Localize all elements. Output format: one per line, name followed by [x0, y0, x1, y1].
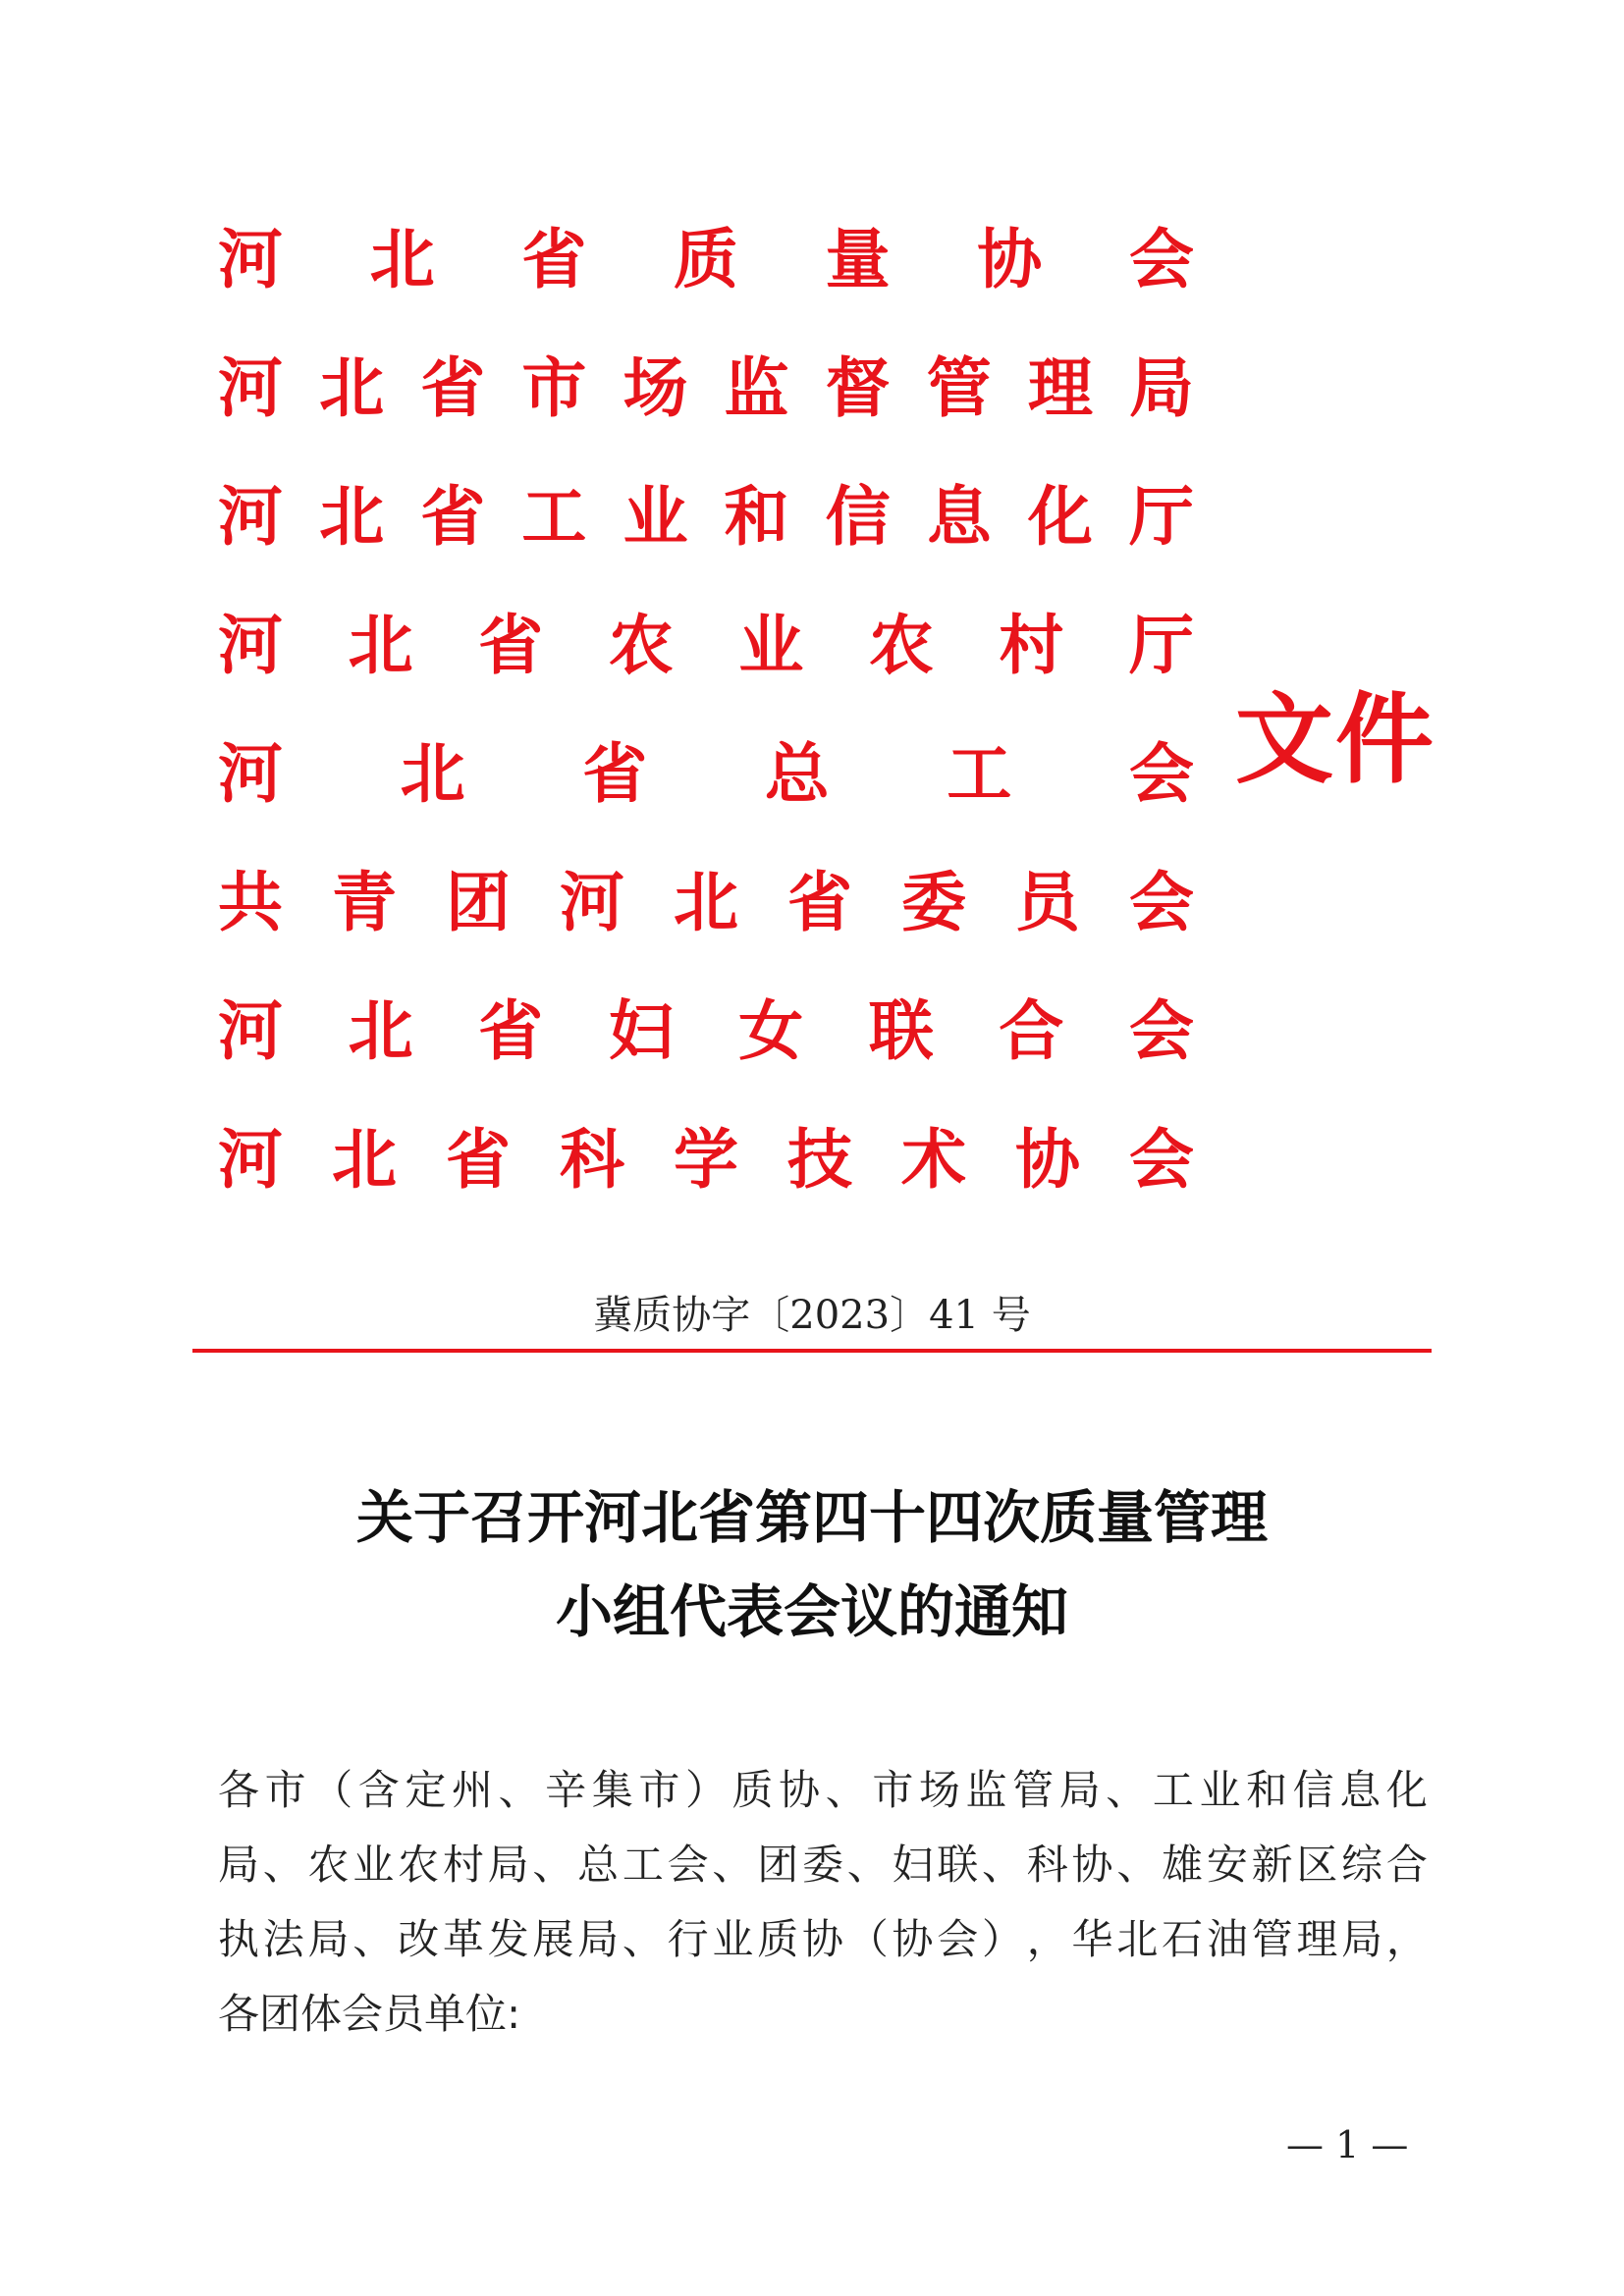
char: 行 — [667, 1915, 709, 1963]
char: 术 — [901, 1121, 966, 1198]
char: 村 — [999, 607, 1064, 683]
char: 省 — [478, 607, 544, 683]
char: 改 — [398, 1915, 440, 1963]
char: 会 — [1128, 221, 1194, 297]
char: 质 — [731, 1766, 774, 1814]
char: 农 — [307, 1841, 350, 1889]
issuer-row — [218, 607, 1194, 683]
char: 息 — [1339, 1766, 1381, 1814]
char: 展 — [532, 1915, 574, 1963]
issuer-row — [218, 864, 1194, 940]
char: 质 — [673, 221, 738, 297]
char: 局 — [1058, 1766, 1101, 1814]
char: 局 — [577, 1915, 620, 1963]
char: 局 — [1341, 1915, 1383, 1963]
char: 协 — [1071, 1841, 1113, 1889]
char: 河 — [218, 478, 283, 555]
char: 市 — [872, 1766, 914, 1814]
char: 省 — [420, 349, 486, 426]
page-number: — 1 — — [1286, 2123, 1409, 2166]
char: 油 — [1206, 1915, 1248, 1963]
char: 总 — [577, 1841, 620, 1889]
char: 、 — [1116, 1841, 1159, 1889]
char: 合 — [999, 992, 1064, 1069]
char: 会 — [1129, 864, 1194, 940]
char: 北 — [348, 992, 413, 1069]
char: 、 — [532, 1841, 574, 1889]
char: 北 — [319, 349, 385, 426]
char: 场 — [918, 1766, 960, 1814]
char: 农 — [608, 607, 674, 683]
char: 团 — [757, 1841, 799, 1889]
char: 理 — [1027, 349, 1093, 426]
char: ） — [684, 1766, 727, 1814]
char: 信 — [1292, 1766, 1334, 1814]
char: 雄 — [1162, 1841, 1204, 1889]
char: 发 — [487, 1915, 529, 1963]
char: 监 — [724, 349, 789, 426]
char: 协 — [1015, 1121, 1080, 1198]
char: 河 — [218, 992, 283, 1069]
issuer-list — [218, 221, 1194, 1256]
char: 协 — [892, 1915, 934, 1963]
char: 综 — [1341, 1841, 1383, 1889]
char: 省 — [420, 478, 486, 555]
char: 女 — [738, 992, 804, 1069]
char: 妇 — [892, 1841, 934, 1889]
char: 委 — [901, 864, 966, 940]
char: 北 — [369, 221, 435, 297]
char: 厅 — [1128, 607, 1194, 683]
char: ， — [1385, 1915, 1428, 1963]
char: 妇 — [608, 992, 674, 1069]
char: 市 — [521, 349, 587, 426]
char: 会 — [1129, 1121, 1194, 1198]
char: 技 — [787, 1121, 852, 1198]
issuer-row — [218, 221, 1194, 297]
char: 科 — [1026, 1841, 1068, 1889]
char: 定 — [405, 1766, 447, 1814]
char: 业 — [623, 478, 688, 555]
char: 北 — [400, 735, 465, 812]
char: 北 — [319, 478, 385, 555]
char: 河 — [218, 607, 283, 683]
char: 、 — [712, 1841, 754, 1889]
char: （ — [311, 1766, 353, 1814]
char: 河 — [218, 221, 283, 297]
char: 息 — [926, 478, 992, 555]
char: 质 — [757, 1915, 799, 1963]
char: 局 — [487, 1841, 529, 1889]
char: 北 — [674, 864, 738, 940]
char: 华 — [1071, 1915, 1113, 1963]
char: 执 — [218, 1915, 260, 1963]
char: 河 — [218, 1121, 283, 1198]
char: 工 — [521, 478, 587, 555]
issuer-row — [218, 735, 1194, 812]
char: 工 — [947, 735, 1012, 812]
char: ） — [982, 1915, 1024, 1963]
char: 联 — [937, 1841, 979, 1889]
document-number: 冀质协字〔2023〕41 号 — [593, 1293, 1031, 1338]
char: 协 — [801, 1915, 843, 1963]
char: 业 — [1199, 1766, 1241, 1814]
char: 和 — [1246, 1766, 1288, 1814]
char: 、 — [1106, 1766, 1148, 1814]
document-title — [0, 1470, 1624, 1659]
red-divider — [192, 1349, 1432, 1353]
char: 共 — [218, 864, 283, 940]
char: 化 — [1027, 478, 1093, 555]
char: 场 — [623, 349, 688, 426]
char: 省 — [478, 992, 544, 1069]
char: （ — [846, 1915, 889, 1963]
char: 各 — [218, 1766, 260, 1814]
char: 北 — [332, 1121, 397, 1198]
char: 和 — [724, 478, 789, 555]
body-line: 各团体会员单位: — [218, 1990, 521, 2038]
char: 局 — [307, 1915, 350, 1963]
char: 员 — [1015, 864, 1080, 940]
char: 协 — [977, 221, 1043, 297]
char: 团 — [446, 864, 511, 940]
issuer-row — [218, 349, 1194, 426]
issuer-row — [218, 478, 1194, 555]
char: 省 — [787, 864, 852, 940]
char: 法 — [262, 1915, 304, 1963]
char: 含 — [357, 1766, 400, 1814]
char: ， — [1026, 1915, 1068, 1963]
char: 工 — [622, 1841, 664, 1889]
char: 、 — [982, 1841, 1024, 1889]
char: 、 — [825, 1766, 867, 1814]
char: 信 — [825, 478, 891, 555]
char: 青 — [332, 864, 397, 940]
char: 村 — [442, 1841, 484, 1889]
char: 会 — [667, 1841, 709, 1889]
char: 学 — [674, 1121, 738, 1198]
char: 省 — [521, 221, 587, 297]
char: 市 — [264, 1766, 306, 1814]
char: 河 — [218, 349, 283, 426]
char: 管 — [1251, 1915, 1293, 1963]
char: 辛 — [545, 1766, 587, 1814]
char: 联 — [868, 992, 934, 1069]
char: 安 — [1206, 1841, 1248, 1889]
char: 河 — [560, 864, 624, 940]
title-line: 小组代表会议的通知 — [555, 1578, 1068, 1645]
char: 合 — [1385, 1841, 1428, 1889]
char: 业 — [738, 607, 804, 683]
char: 监 — [965, 1766, 1007, 1814]
char: 局 — [1128, 349, 1194, 426]
char: 会 — [1128, 992, 1194, 1069]
char: 、 — [846, 1841, 889, 1889]
char: 厅 — [1128, 478, 1194, 555]
char: 协 — [779, 1766, 821, 1814]
addressee-paragraph — [218, 1753, 1428, 2052]
char: 革 — [442, 1915, 484, 1963]
char: 化 — [1385, 1766, 1428, 1814]
issuer-row — [218, 992, 1194, 1069]
char: 石 — [1162, 1915, 1204, 1963]
char: 、 — [498, 1766, 540, 1814]
issuer-row — [218, 1121, 1194, 1198]
char: 新 — [1251, 1841, 1293, 1889]
char: 量 — [825, 221, 891, 297]
char: 督 — [825, 349, 891, 426]
char: 理 — [1296, 1915, 1338, 1963]
char: 北 — [1116, 1915, 1159, 1963]
body-line — [218, 1828, 1428, 1902]
char: 委 — [801, 1841, 843, 1889]
body-line — [218, 1902, 1428, 1977]
char: 业 — [712, 1915, 754, 1963]
char: 会 — [1128, 735, 1194, 812]
char: 省 — [446, 1121, 511, 1198]
char: 工 — [1152, 1766, 1194, 1814]
char: 会 — [937, 1915, 979, 1963]
char: 、 — [262, 1841, 304, 1889]
char: 管 — [1012, 1766, 1055, 1814]
char: 集 — [591, 1766, 633, 1814]
char: 农 — [398, 1841, 440, 1889]
char: 总 — [764, 735, 830, 812]
title-line: 关于召开河北省第四十四次质量管理 — [355, 1484, 1268, 1551]
char: 、 — [352, 1915, 395, 1963]
document-label: 文件 — [1235, 681, 1435, 797]
char: 区 — [1296, 1841, 1338, 1889]
char: 业 — [352, 1841, 395, 1889]
char: 、 — [622, 1915, 664, 1963]
body-line — [218, 1753, 1428, 1828]
char: 市 — [638, 1766, 680, 1814]
char: 省 — [582, 735, 648, 812]
char: 科 — [560, 1121, 624, 1198]
char: 河 — [218, 735, 283, 812]
char: 管 — [926, 349, 992, 426]
char: 农 — [868, 607, 934, 683]
char: 北 — [348, 607, 413, 683]
char: 州 — [451, 1766, 493, 1814]
char: 局 — [218, 1841, 260, 1889]
